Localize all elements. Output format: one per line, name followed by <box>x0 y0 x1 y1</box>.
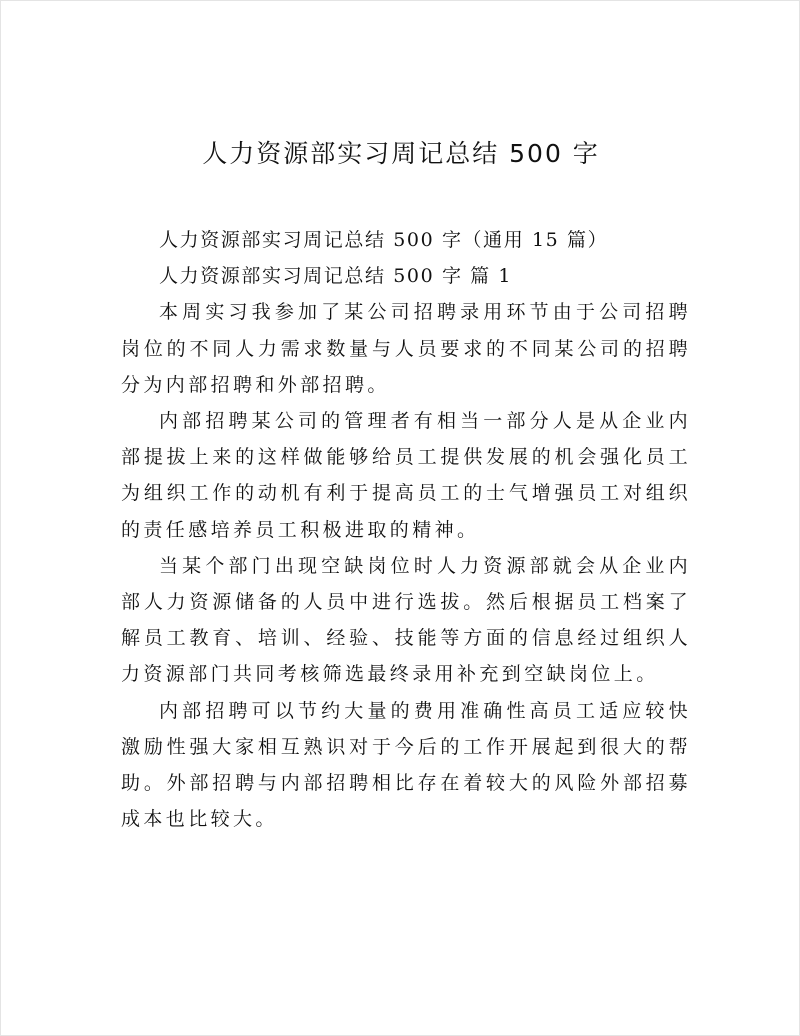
body-paragraph: 本周实习我参加了某公司招聘录用环节由于公司招聘岗位的不同人力需求数量与人员要求的不同某公司的招聘分为内部招聘和外部招聘。 <box>121 301 691 396</box>
document-subtitle: 人力资源部实习周记总结 500 字（通用 15 篇） <box>159 229 609 251</box>
body-paragraph: 内部招聘可以节约大量的费用准确性高员工适应较快激励性强大家相互熟识对于今后的工作开展起到很大的帮助。外部招聘与内部招聘相比存在着较大的风险外部招募成本也比较大。 <box>121 699 691 831</box>
body-paragraph: 内部招聘某公司的管理者有相当一部分人是从企业内部提拔上来的这样做能够给员工提供发展的机会强化员工为组织工作的动机有利于提高员工的士气增强员工对组织的责任感培养员工积极进取的精神。 <box>121 410 691 541</box>
document-body <box>121 222 691 837</box>
section-heading: 人力资源部实习周记总结 500 字 篇 1 <box>159 265 513 288</box>
body-paragraph: 当某个部门出现空缺岗位时人力资源部就会从企业内部人力资源储备的人员中进行选拔。然后根据员工档案了解员工教育、培训、经验、技能等方面的信息经过组织人力资源部门共同考核筛选最终录用补充到空缺岗位上。 <box>121 554 691 686</box>
document-title: 人力资源部实习周记总结 500 字 <box>202 139 600 168</box>
